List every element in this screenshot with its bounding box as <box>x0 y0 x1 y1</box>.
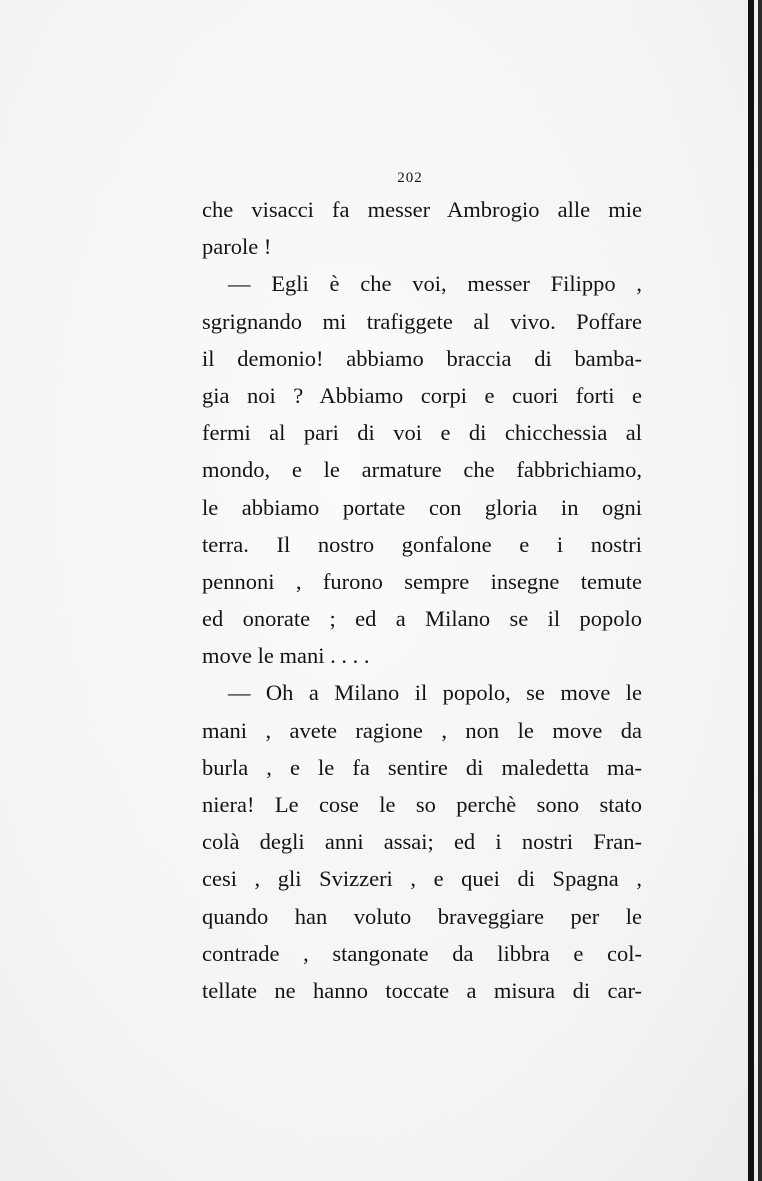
text-line: — Egli è che voi, messer Filippo , <box>228 271 642 297</box>
page-number: 202 <box>397 170 423 186</box>
text-line: quando han voluto braveggiare per le <box>202 903 642 929</box>
text-line: burla , e le fa sentire di maledetta ma- <box>202 754 642 780</box>
text-line: ed onorate ; ed a Milano se il popolo <box>202 606 642 632</box>
text-line: colà degli anni assai; ed i nostri Fran- <box>202 829 642 855</box>
text-line: tellate ne hanno toccate a misura di car- <box>202 977 642 1003</box>
text-line: cesi , gli Svizzeri , e quei di Spagna , <box>202 866 642 892</box>
text-line: move le mani . . . . <box>202 643 370 669</box>
text-line: pennoni , furono sempre insegne temute <box>202 568 642 594</box>
text-line: sgrignando mi trafiggete al vivo. Poffare <box>202 308 642 334</box>
text-line: fermi al pari di voi e di chicchessia al <box>202 420 642 446</box>
text-line: il demonio! abbiamo braccia di bamba- <box>202 345 642 371</box>
text-line: contrade , stangonate da libbra e col- <box>202 940 642 966</box>
text-line: mondo, e le armature che fabbrichiamo, <box>202 457 642 483</box>
text-line: niera! Le cose le so perchè sono stato <box>202 792 642 817</box>
text-line: mani , avete ragione , non le move da <box>202 717 642 743</box>
text-line: le abbiamo portate con gloria in ogni <box>202 494 642 520</box>
text-line: che visacci fa messer Ambrogio alle mie <box>202 197 642 222</box>
body-text <box>202 191 642 1009</box>
text-line: gia noi ? Abbiamo corpi e cuori forti e <box>202 382 642 408</box>
text-line: parole ! <box>202 234 272 260</box>
text-line: — Oh a Milano il popolo, se move le <box>228 680 642 706</box>
text-line: terra. Il nostro gonfalone e i nostri <box>202 531 642 557</box>
